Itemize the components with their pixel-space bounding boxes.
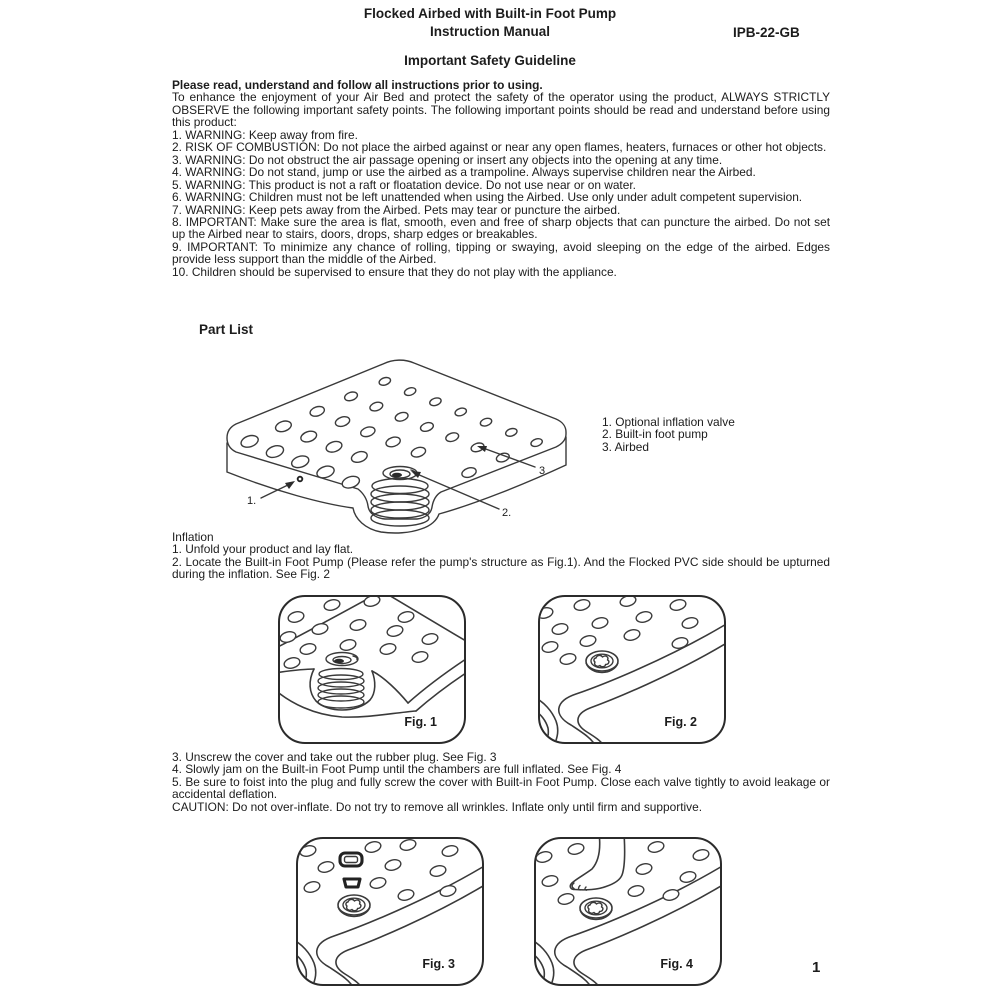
fig3-label: Fig. 3	[422, 957, 455, 971]
doc-title: Flocked Airbed with Built-in Foot Pump	[363, 6, 617, 21]
airbed-part-diagram	[205, 346, 625, 546]
part-list-items	[602, 416, 735, 453]
fig4-screw-valve	[580, 898, 612, 920]
part-list-item: 3. Airbed	[602, 439, 649, 454]
figure-3	[296, 837, 484, 986]
svg-text:1.: 1.	[247, 495, 257, 507]
callout-3	[477, 446, 545, 477]
figure-4	[534, 837, 722, 986]
inflation-step: 5. Be sure to foist into the plug and fully screw the cover with Built-in Foot Pump. Close each valve tightly to avoid leakage or accidental deflation.	[172, 774, 830, 802]
fig3-screw-valve	[338, 895, 370, 917]
svg-text:2.: 2.	[502, 507, 512, 519]
part-list-item: 1. Optional inflation valve	[602, 415, 735, 429]
pump-opening	[392, 473, 402, 478]
safety-points-list	[172, 129, 830, 278]
page-number: 1	[812, 959, 821, 976]
fig3-valve-cover	[340, 853, 362, 866]
safety-point: 4. WARNING: Do not stand, jump or use the airbed as a trampoline. Always supervise children near the Airbed.	[172, 165, 756, 180]
figure-2	[538, 595, 726, 744]
inflation-step: 3. Unscrew the cover and take out the rubber plug. See Fig. 3	[172, 750, 497, 764]
fig1-pump-spring	[318, 653, 364, 709]
inflation-steps-1-2	[172, 543, 830, 580]
fig2-screw-valve	[586, 651, 618, 673]
safety-point: 5. WARNING: This product is not a raft or floatation device. Do not use near or on water.	[172, 177, 636, 192]
safety-point: 9. IMPORTANT: To minimize any chance of rolling, tipping or swaying, avoid sleeping on the edge of the airbed. Edges provide less support than the middle of the Airbed.	[172, 239, 830, 267]
inflation-steps-3-5	[172, 751, 830, 813]
inflation-step: 4. Slowly jam on the Built-in Foot Pump until the chambers are full inflated. See Fig. 4	[172, 762, 622, 777]
safety-guidelines	[172, 79, 830, 278]
part-list-item: 2. Built-in foot pump	[602, 427, 708, 442]
optional-inflation-valve	[298, 477, 303, 482]
flocked-dots	[240, 376, 544, 490]
inflation-step: 2. Locate the Built-in Foot Pump (Please refer the pump's structure as Fig.1). And the Flocked PVC side should be upturned during the inflation. See Fig. 2	[172, 554, 830, 582]
inflation-steps-3-5-list	[172, 751, 830, 801]
part-list-heading: Part List	[199, 322, 254, 337]
section-title: Important Safety Guideline	[404, 53, 576, 68]
figure-1	[278, 595, 466, 744]
safety-point: 8. IMPORTANT: Make sure the area is flat, smooth, even and free of sharp objects that can puncture the airbed. Do not set up the Airbed near to stairs, doors, drops, sharp edges or breakables.	[172, 214, 830, 242]
svg-text:3: 3	[539, 465, 546, 477]
fig1-label: Fig. 1	[404, 715, 437, 729]
callout-1	[247, 481, 295, 507]
safety-point: 2. RISK OF COMBUSTION: Do not place the airbed against or near any open flames, heaters, furnaces or other hot objects.	[172, 140, 827, 155]
inflation-step: 1. Unfold your product and lay flat.	[172, 542, 354, 557]
caution-note: CAUTION: Do not over-inflate. Do not try to remove all wrinkles. Inflate only until firm and supportive.	[172, 799, 703, 814]
fig2-label: Fig. 2	[664, 715, 697, 729]
fig4-label: Fig. 4	[660, 957, 693, 971]
safety-intro-bold: Please read, understand and follow all instructions prior to using.	[172, 78, 543, 92]
fig3-rubber-plug	[344, 879, 360, 887]
safety-point: 6. WARNING: Children must not be left unattended when using the Airbed. Use only under adult competent supervision.	[172, 190, 803, 205]
safety-point: 7. WARNING: Keep pets away from the Airbed. Pets may tear or puncture the airbed.	[172, 202, 621, 217]
safety-point: 1. WARNING: Keep away from fire.	[172, 127, 358, 142]
foot-toes	[572, 883, 586, 890]
doc-code: IPB-22-GB	[733, 25, 800, 40]
inflation-instructions	[172, 531, 830, 581]
safety-point: 3. WARNING: Do not obstruct the air passage opening or insert any objects into the opening at any time.	[172, 152, 723, 167]
doc-subtitle: Instruction Manual	[429, 24, 550, 39]
inflation-heading: Inflation	[172, 530, 214, 544]
safety-point: 10. Children should be supervised to ensure that they do not play with the appliance.	[172, 264, 617, 279]
safety-intro: To enhance the enjoyment of your Air Bed and protect the safety of the operator using the product, ALWAYS STRICTLY OBSERVE the following important safety points. The following important points should be read and understand before using this product:	[172, 90, 830, 130]
